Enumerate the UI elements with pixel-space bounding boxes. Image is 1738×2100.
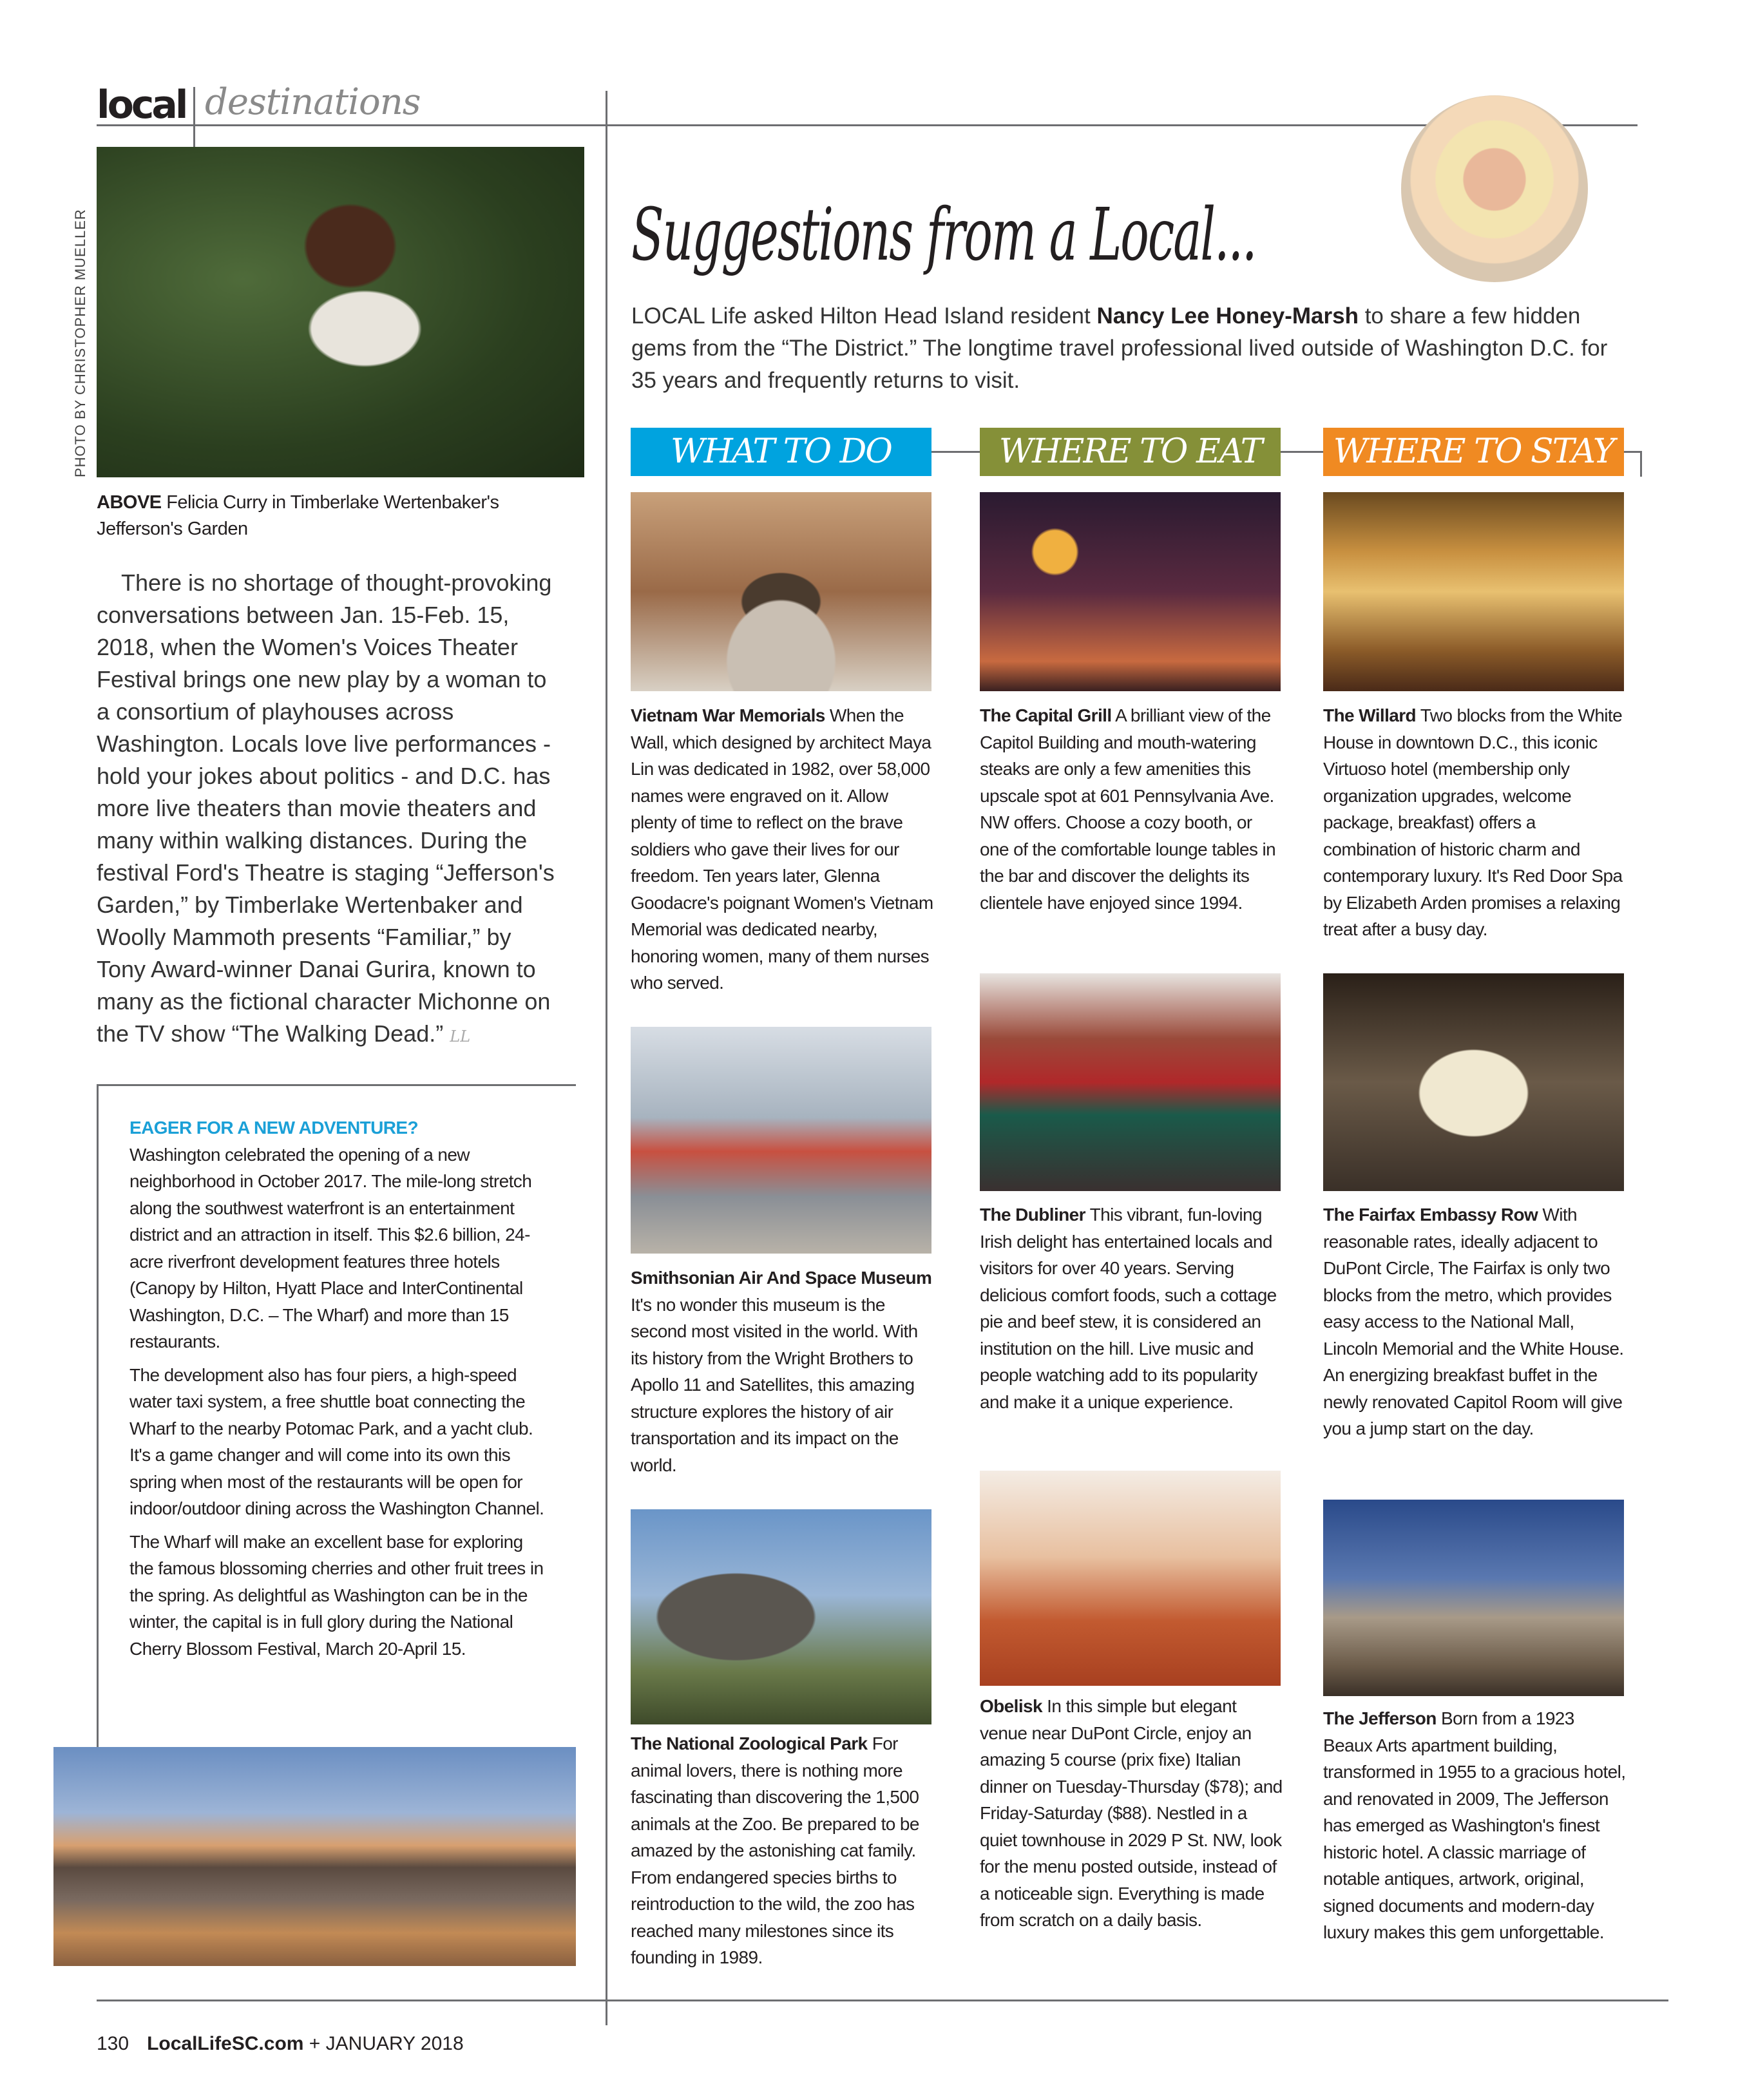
jefferson-photo [1323, 1500, 1624, 1696]
article-body [97, 567, 564, 1053]
sidebar-paragraph: The development also has four piers, a high-speed water taxi system, a free shuttle boat connecting the Wharf to the nearby Potomac Park, and a yacht club. It's a game changer and will come into its own this spring when most of the restaurants will be open for indoor/outdoor dining across the Washington Channel. [129, 1364, 544, 1518]
intro-text [631, 300, 1610, 397]
entry-text: It's no wonder this museum is the second most visited in the world. With its history from the Wright Brothers to Apollo 11 and Satellites, this amazing structure explores the history of air transportation and its impact on the world. [631, 1294, 918, 1475]
intro-pre: LOCAL Life asked Hilton Head Island resident [631, 303, 1097, 329]
air-space-museum-photo [631, 1027, 931, 1254]
wharf-photo [53, 1747, 576, 1966]
entry-text: With reasonable rates, ideally adjacent to DuPont Circle, The Fairfax is only two blocks from the metro, which provides easy access to the National Mall, Lincoln Memorial and the White House. An energizing breakfast buffet in the newly renovated Capitol Room will give you a jump start on the day. [1323, 1205, 1624, 1438]
willard-photo [1323, 492, 1624, 691]
subsection-title: destinations [205, 81, 421, 123]
page-title: Suggestions from a Local... [631, 193, 1256, 277]
page-number: 130 [97, 2033, 129, 2054]
heading-where-to-eat: WHERE TO EAT [980, 428, 1281, 476]
entry-name: The Willard [1323, 705, 1417, 725]
entry-name: The National Zoological Park [631, 1733, 868, 1753]
entry-capital-grill [980, 702, 1283, 916]
photo-caption [97, 490, 573, 542]
body-text: There is no shortage of thought-provoking conversations between Jan. 15-Feb. 15, 2018, when the Women's Voices Theater Festival brings one new play by a woman to a consortium of playhouses across Washington. Locals love live performances - hold your jokes about politics - and D.C. has more live theaters than movie theaters and many within walking distances. During the festival Ford's Theatre is staging “Jefferson's Garden,” by Timberlake Wertenbaker and Woolly Mammoth presents “Familiar,” by Tony Award-winner Danai Gurira, known to many as the fictional character Michonne on the TV show “The Walking Dead.” [97, 569, 555, 1047]
entry-fairfax [1323, 1201, 1626, 1442]
header-rule [97, 124, 1638, 126]
dubliner-photo [980, 973, 1281, 1191]
entry-text: When the Wall, which designed by architect Maya Lin was dedicated in 1982, over 58,000 names were engraved on it. Allow plenty of time to reflect on the brave soldiers who gave their lives for our freedom. Ten years later, Glenna Goodacre's poignant Women's Vietnam Memorial was dedicated nearby, honoring women, many of them nurses who served. [631, 705, 933, 993]
zoo-photo [631, 1509, 931, 1724]
site-link[interactable]: LocalLifeSC.com [147, 2033, 304, 2054]
entry-text: Two blocks from the White House in downtown D.C., this iconic Virtuoso hotel (membership only organization upgrades, welcome package, breakfast) offers a combination of historic charm and contemporary luxury. It's Red Door Spa by Elizabeth Arden promises a relaxing treat after a busy day. [1323, 705, 1623, 939]
entry-air-space-museum [631, 1265, 933, 1478]
entry-text: For animal lovers, there is nothing more fascinating than discovering the 1,500 animals at the Zoo. Be prepared to be amazed by the astonishing cat family. From endangered species births to reintroduction to the wild, the zoo has reached many milestones since its founding in 1989. [631, 1733, 919, 1967]
entry-text: A brilliant view of the Capitol Building and mouth-watering steaks are only a few amenities this upscale spot at 601 Pennsylvania Ave. NW offers. Choose a cozy booth, or one of the comfortable lounge tables in the bar and discover the delights its clientele have enjoyed since 1994. [980, 705, 1276, 913]
footer-rule [97, 2000, 1668, 2001]
photo-credit: PHOTO BY CHRISTOPHER MUELLER [72, 209, 88, 477]
entry-jefferson [1323, 1705, 1626, 1946]
end-mark: LL [450, 1027, 471, 1045]
heading-connector-end [1640, 451, 1642, 477]
entry-text: This vibrant, fun-loving Irish delight has entertained locals and visitors for over 40 years. Serving delicious comfort foods, such a cottage pie and beef stew, it is considered an institution on the hill. Live music and people watching add to its popularity and make it a unique experience. [980, 1205, 1277, 1412]
entry-national-zoo [631, 1730, 933, 1971]
capital-grill-photo [980, 492, 1281, 691]
column-divider [606, 91, 607, 2025]
heading-where-to-stay: WHERE TO STAY [1323, 428, 1624, 476]
section-logo: local [97, 82, 186, 128]
entry-name: The Jefferson [1323, 1708, 1437, 1728]
left-rule [97, 1084, 576, 1086]
heading-what-to-do: WHAT TO DO [631, 428, 931, 476]
entry-name: The Dubliner [980, 1205, 1085, 1225]
obelisk-photo [980, 1471, 1281, 1686]
entry-text: Born from a 1923 Beaux Arts apartment building, transformed in 1955 to a gracious hotel, and renovated in 2009, The Jefferson has emerged as Washington's finest historic hotel. A classic marriage of notable antiques, artwork, original, signed documents and modern-day luxury makes this gem unforgettable. [1323, 1708, 1626, 1942]
header-divider [193, 87, 195, 151]
entry-name: Obelisk [980, 1696, 1042, 1716]
vietnam-memorial-photo [631, 492, 931, 691]
sidebar-box [129, 1114, 548, 1668]
entry-obelisk [980, 1693, 1283, 1934]
entry-name: Smithsonian Air And Space Museum [631, 1268, 932, 1288]
sidebar-border [97, 1084, 99, 1747]
issue-date: + JANUARY 2018 [309, 2033, 464, 2054]
intro-post: to share a few hidden gems from the “The District.” The longtime travel professional lived outside of Washington D.C. for 35 years and frequently returns to visit. [631, 303, 1608, 393]
entry-dubliner [980, 1201, 1283, 1415]
entry-willard [1323, 702, 1626, 943]
theater-photo [97, 147, 584, 477]
page-footer [97, 2033, 464, 2055]
entry-text: In this simple but elegant venue near DuPont Circle, enjoy an amazing 5 course (prix fixe) Italian dinner on Tuesday-Thursday ($78); and Friday-Saturday ($88). Nestled in a quiet townhouse in 2029 P St. NW, look for the menu posted outside, instead of a noticeable sign. Everything is made from scratch on a daily basis. [980, 1696, 1283, 1930]
entry-name: The Capital Grill [980, 705, 1112, 725]
caption-text: Felicia Curry in Timberlake Wertenbaker's Jefferson's Garden [97, 492, 499, 539]
sidebar-paragraph: Washington celebrated the opening of a new neighborhood in October 2017. The mile-long stretch along the southwest waterfront is an entertainment district and an attraction in itself. This $2.6 billion, 24-acre riverfront development features three hotels (Canopy by Hilton, Hyatt Place and InterContinental Washington, D.C. – The Wharf) and more than 15 restaurants. [129, 1144, 532, 1351]
caption-label: ABOVE [97, 492, 162, 513]
author-portrait [1401, 95, 1588, 282]
entry-name: The Fairfax Embassy Row [1323, 1205, 1538, 1225]
entry-vietnam-memorials [631, 702, 933, 997]
sidebar-paragraph: The Wharf will make an excellent base for exploring the famous blossoming cherries and other fruit trees in the spring. As delightful as Washington can be in the winter, the capital is in full glory during the National Cherry Blossom Festival, March 20-April 15. [129, 1531, 544, 1659]
author-name: Nancy Lee Honey-Marsh [1096, 303, 1359, 329]
entry-name: Vietnam War Memorials [631, 705, 825, 725]
fairfax-photo [1323, 973, 1624, 1191]
sidebar-heading: EAGER FOR A NEW ADVENTURE? [129, 1118, 418, 1138]
